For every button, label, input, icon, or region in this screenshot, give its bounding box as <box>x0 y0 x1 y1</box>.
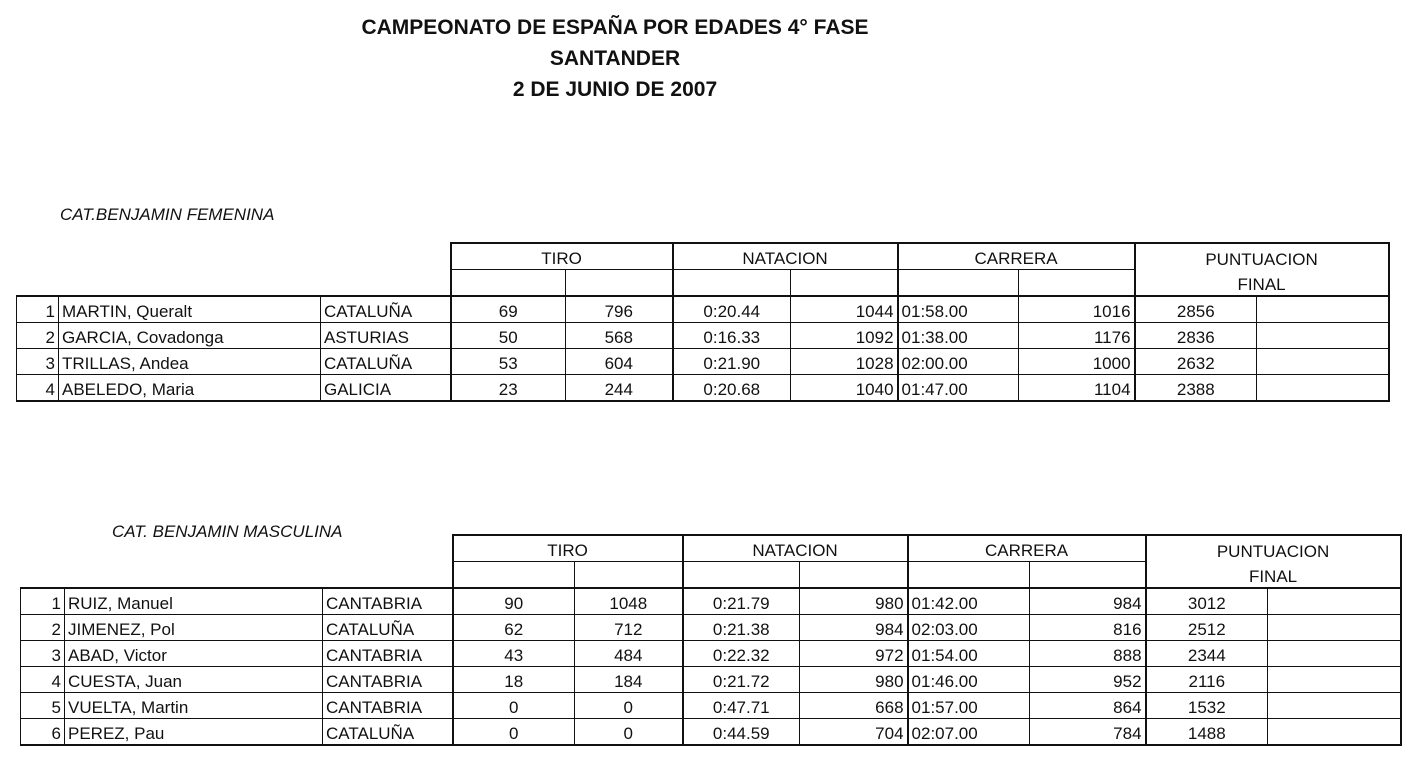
natacion-time: 0:21.72 <box>683 667 800 693</box>
position-cell: 6 <box>21 719 65 746</box>
natacion-points: 984 <box>800 615 908 641</box>
table-row <box>17 296 1389 323</box>
header-date: 2 DE JUNIO DE 2007 <box>512 78 718 101</box>
carrera-points: 864 <box>1030 693 1146 719</box>
category-title-masculina: CAT. BENJAMIN MASCULINA <box>112 522 343 541</box>
natacion-time: 0:21.90 <box>673 349 791 375</box>
tiro-hits: 90 <box>453 588 575 615</box>
subheader-row <box>21 562 1401 589</box>
tiro-points: 0 <box>575 719 683 746</box>
region-cell: CANTABRIA <box>323 667 453 693</box>
position-cell: 4 <box>17 375 59 402</box>
natacion-time: 0:20.68 <box>673 375 791 402</box>
position-cell: 1 <box>21 588 65 615</box>
region-cell: CANTABRIA <box>323 588 453 615</box>
final-score: 2836 <box>1135 323 1257 349</box>
table-row <box>17 323 1389 349</box>
carrera-points: 1016 <box>1019 296 1135 323</box>
tiro-points: 568 <box>566 323 673 349</box>
col-header-natacion: NATACION <box>673 243 898 270</box>
athlete-name: MARTIN, Queralt <box>59 296 321 323</box>
col-header-tiro: TIRO <box>453 535 683 562</box>
tiro-points: 244 <box>566 375 673 402</box>
table-row <box>17 349 1389 375</box>
tiro-points: 0 <box>575 693 683 719</box>
carrera-time: 02:00.00 <box>898 349 1019 375</box>
region-cell: ASTURIAS <box>321 323 451 349</box>
position-cell: 1 <box>17 296 59 323</box>
carrera-points: 1104 <box>1019 375 1135 402</box>
region-cell: CANTABRIA <box>323 693 453 719</box>
natacion-time: 0:47.71 <box>683 693 800 719</box>
table-row <box>21 693 1401 719</box>
natacion-time: 0:44.59 <box>683 719 800 746</box>
carrera-time: 01:47.00 <box>898 375 1019 402</box>
tiro-points: 184 <box>575 667 683 693</box>
position-cell: 3 <box>17 349 59 375</box>
results-table-femenina <box>16 242 1390 402</box>
athlete-name: ABELEDO, Maria <box>59 375 321 402</box>
athlete-name: CUESTA, Juan <box>65 667 323 693</box>
final-score: 2512 <box>1146 615 1268 641</box>
natacion-points: 980 <box>800 667 908 693</box>
carrera-points: 952 <box>1030 667 1146 693</box>
carrera-points: 1000 <box>1019 349 1135 375</box>
natacion-time: 0:21.79 <box>683 588 800 615</box>
natacion-points: 1040 <box>791 375 898 402</box>
table-row <box>21 667 1401 693</box>
category-title-femenina: CAT.BENJAMIN FEMENINA <box>60 205 275 224</box>
header-title: CAMPEONATO DE ESPAÑA POR EDADES 4° FASE <box>361 16 869 39</box>
carrera-points: 888 <box>1030 641 1146 667</box>
col-header-carrera: CARRERA <box>898 243 1135 270</box>
natacion-time: 0:22.32 <box>683 641 800 667</box>
tiro-hits: 53 <box>451 349 566 375</box>
tiro-points: 1048 <box>575 588 683 615</box>
natacion-time: 0:20.44 <box>673 296 791 323</box>
carrera-time: 02:03.00 <box>908 615 1030 641</box>
position-cell: 2 <box>17 323 59 349</box>
position-cell: 3 <box>21 641 65 667</box>
carrera-time: 01:54.00 <box>908 641 1030 667</box>
col-header-puntuacion: PUNTUACION <box>1135 243 1389 270</box>
athlete-name: PEREZ, Pau <box>65 719 323 746</box>
tiro-hits: 50 <box>451 323 566 349</box>
header-row <box>21 535 1401 562</box>
table-row <box>17 375 1389 402</box>
subheader-row <box>17 270 1389 297</box>
region-cell: CATALUÑA <box>323 719 453 746</box>
carrera-points: 984 <box>1030 588 1146 615</box>
final-score: 2856 <box>1135 296 1257 323</box>
final-score: 2388 <box>1135 375 1257 402</box>
natacion-time: 0:21.38 <box>683 615 800 641</box>
position-cell: 5 <box>21 693 65 719</box>
header-city: SANTANDER <box>549 47 681 70</box>
natacion-points: 1044 <box>791 296 898 323</box>
tiro-hits: 18 <box>453 667 575 693</box>
natacion-points: 704 <box>800 719 908 746</box>
col-header-final: FINAL <box>1135 270 1389 297</box>
tiro-points: 712 <box>575 615 683 641</box>
tiro-points: 796 <box>566 296 673 323</box>
natacion-points: 1028 <box>791 349 898 375</box>
carrera-points: 816 <box>1030 615 1146 641</box>
carrera-time: 02:07.00 <box>908 719 1030 746</box>
tiro-hits: 23 <box>451 375 566 402</box>
carrera-points: 1176 <box>1019 323 1135 349</box>
athlete-name: GARCIA, Covadonga <box>59 323 321 349</box>
col-header-puntuacion: PUNTUACION <box>1146 535 1401 562</box>
header-row <box>17 243 1389 270</box>
table-row <box>21 719 1401 746</box>
natacion-points: 668 <box>800 693 908 719</box>
natacion-points: 980 <box>800 588 908 615</box>
tiro-hits: 62 <box>453 615 575 641</box>
final-score: 3012 <box>1146 588 1268 615</box>
carrera-points: 784 <box>1030 719 1146 746</box>
region-cell: CATALUÑA <box>321 296 451 323</box>
col-header-final: FINAL <box>1146 562 1401 589</box>
tiro-hits: 0 <box>453 693 575 719</box>
athlete-name: ABAD, Victor <box>65 641 323 667</box>
col-header-tiro: TIRO <box>451 243 673 270</box>
natacion-points: 1092 <box>791 323 898 349</box>
tiro-hits: 69 <box>451 296 566 323</box>
final-score: 2344 <box>1146 641 1268 667</box>
col-header-carrera: CARRERA <box>908 535 1146 562</box>
carrera-time: 01:46.00 <box>908 667 1030 693</box>
carrera-time: 01:38.00 <box>898 323 1019 349</box>
tiro-hits: 43 <box>453 641 575 667</box>
final-score: 1532 <box>1146 693 1268 719</box>
athlete-name: RUIZ, Manuel <box>65 588 323 615</box>
position-cell: 2 <box>21 615 65 641</box>
athlete-name: JIMENEZ, Pol <box>65 615 323 641</box>
table-row <box>21 641 1401 667</box>
table-row <box>21 615 1401 641</box>
carrera-time: 01:57.00 <box>908 693 1030 719</box>
final-score: 2116 <box>1146 667 1268 693</box>
region-cell: CATALUÑA <box>321 349 451 375</box>
region-cell: CATALUÑA <box>323 615 453 641</box>
athlete-name: TRILLAS, Andea <box>59 349 321 375</box>
results-table-masculina <box>20 534 1402 746</box>
tiro-hits: 0 <box>453 719 575 746</box>
carrera-time: 01:58.00 <box>898 296 1019 323</box>
region-cell: GALICIA <box>321 375 451 402</box>
athlete-name: VUELTA, Martin <box>65 693 323 719</box>
natacion-points: 972 <box>800 641 908 667</box>
col-header-natacion: NATACION <box>683 535 908 562</box>
region-cell: CANTABRIA <box>323 641 453 667</box>
final-score: 1488 <box>1146 719 1268 746</box>
tiro-points: 484 <box>575 641 683 667</box>
carrera-time: 01:42.00 <box>908 588 1030 615</box>
table-row <box>21 588 1401 615</box>
tiro-points: 604 <box>566 349 673 375</box>
document-header <box>260 12 970 105</box>
final-score: 2632 <box>1135 349 1257 375</box>
natacion-time: 0:16.33 <box>673 323 791 349</box>
position-cell: 4 <box>21 667 65 693</box>
